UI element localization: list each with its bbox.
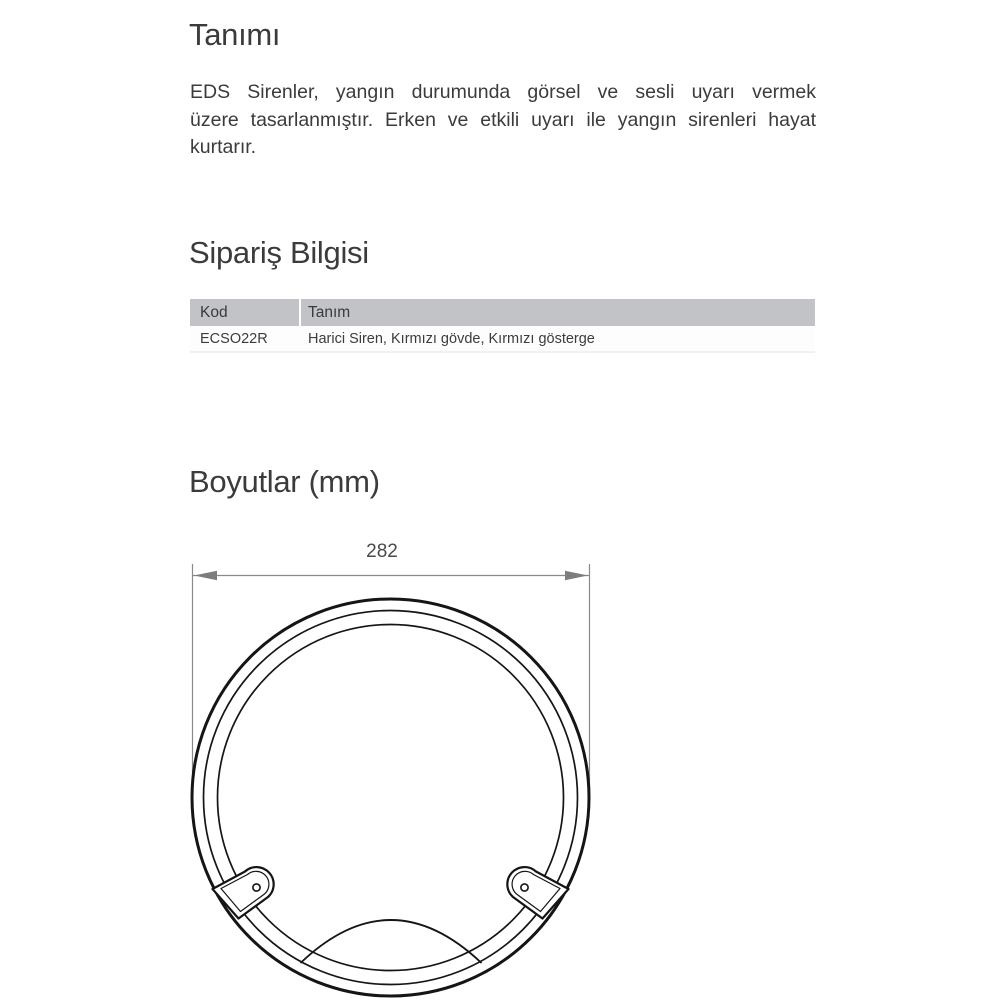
- mounting-bracket-left: [213, 867, 274, 918]
- arrowhead-left-icon: [194, 571, 217, 581]
- middle-rim-circle: [204, 611, 578, 985]
- bottom-dome-arc: [301, 920, 482, 963]
- paragraph-line: üzere tasarlanmıştır. Erken ve etkili uyarı ile yangın sirenleri hayat: [190, 108, 816, 131]
- outer-rim-circle: [192, 599, 589, 996]
- inner-rim-circle: [218, 625, 564, 971]
- dimension-value-label: 282: [366, 541, 398, 562]
- table-header-tanim: Tanım: [301, 299, 815, 326]
- bracket-screw-hole: [253, 884, 260, 891]
- paragraph-line: kurtarır.: [190, 136, 257, 158]
- section-heading-boyutlar: Boyutlar (mm): [189, 464, 380, 499]
- paragraph-line: EDS Sirenler, yangın durumunda görsel ve sesli uyarı vermek: [190, 81, 816, 103]
- siren-front-view: [192, 599, 589, 996]
- section-heading-siparis-bilgisi: Sipariş Bilgisi: [189, 235, 369, 270]
- table-cell-code: ECSO22R: [200, 330, 268, 347]
- section-heading-tanimi: Tanımı: [189, 17, 281, 52]
- bracket-screw-hole: [521, 884, 528, 891]
- mounting-bracket-right: [507, 867, 568, 918]
- table-header-kod: Kod: [190, 299, 299, 326]
- arrowhead-right-icon: [565, 571, 588, 581]
- table-cell-description: Harici Siren, Kırmızı gövde, Kırmızı gösterge: [308, 330, 595, 347]
